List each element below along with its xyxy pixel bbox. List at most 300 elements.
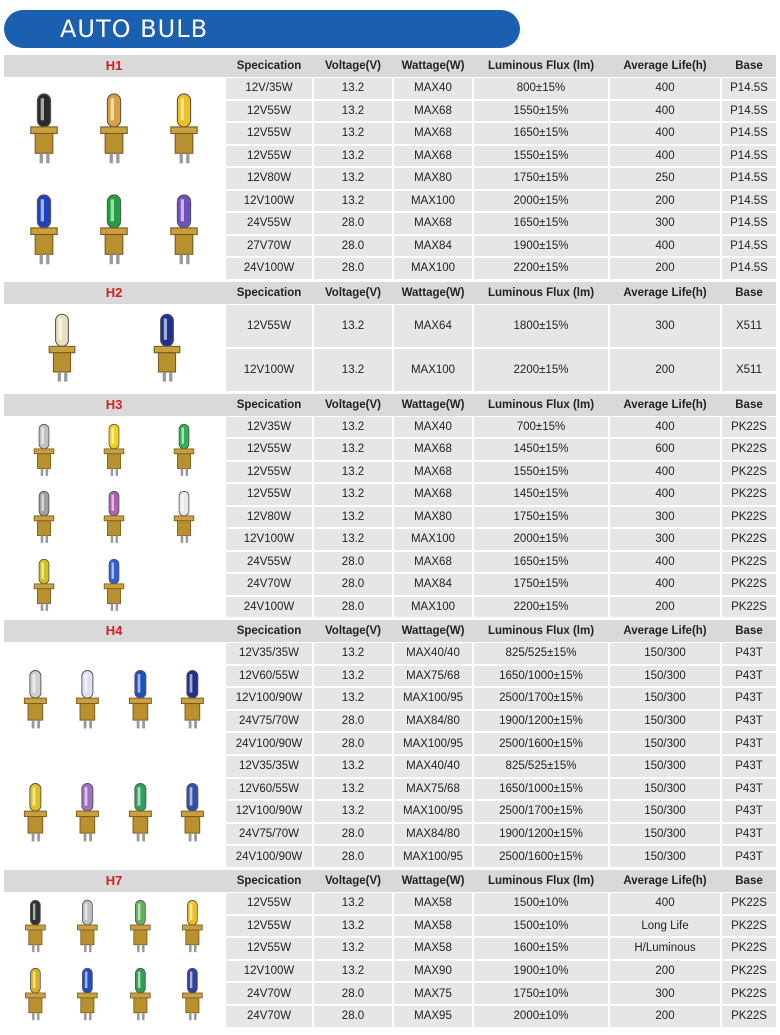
table-row [226,167,776,190]
section-h2 [4,282,776,394]
column-header: Average Life(h) [623,625,707,637]
bulb-image [92,421,136,483]
table-cell: P14.5S [722,78,776,99]
table-cell: 13.2 [314,801,392,822]
table-cell: 12V100W [226,529,312,550]
table-cell: 12V100W [226,349,312,391]
bulb-image [122,897,159,960]
table-cell: MAX68 [394,123,472,144]
table-cell: 1900/1200±15% [474,711,608,732]
table-cell: X511 [722,305,776,347]
table-cell: 2200±15% [474,597,608,618]
bulb-image [22,556,66,618]
table-cell: 12V55W [226,305,312,347]
table-cell: 12V35/35W [226,643,312,664]
table-cell: MAX100 [394,258,472,279]
bulb-image [162,189,206,274]
table-cell: MAX68 [394,101,472,122]
table-cell: 24V55W [226,552,312,573]
table-cell: 2200±15% [474,258,608,279]
table-cell: 1750±15% [474,507,608,528]
bulb-image [174,772,211,857]
table-cell: 13.2 [314,893,392,914]
section-name: H3 [105,396,123,412]
table-cell: 13.2 [314,168,392,189]
column-header: Wattage(W) [401,875,465,887]
table-cell: MAX64 [394,305,472,347]
table-cell: PK22S [722,983,776,1004]
table-cell: 13.2 [314,462,392,483]
table-cell: MAX40 [394,417,472,438]
table-cell: 13.2 [314,123,392,144]
bulb-image [69,772,106,857]
bulb-image [162,488,206,550]
table-cell: P43T [722,824,776,845]
table-cell: 28.0 [314,846,392,867]
bulb-image [17,965,54,1028]
column-header: Average Life(h) [623,875,707,887]
table-cell: 28.0 [314,983,392,1004]
table-row [226,235,776,258]
table-cell: 150/300 [610,688,720,709]
table-cell: PK22S [722,1006,776,1027]
bulb-image [22,488,66,550]
column-header: Average Life(h) [623,286,707,299]
table-row [226,687,776,710]
table-cell: MAX100 [394,191,472,212]
table-row [226,596,776,619]
column-header: Base [735,60,763,72]
table-cell: MAX68 [394,213,472,234]
bulb-image [69,659,106,744]
table-cell: 150/300 [610,711,720,732]
table-cell: PK22S [722,574,776,595]
section-name: H7 [105,873,123,888]
table-row [226,461,776,484]
table-cell: 24V55W [226,213,312,234]
column-header: Base [735,398,763,411]
table-cell: MAX68 [394,439,472,460]
table-cell: PK22S [722,961,776,982]
table-cell: 200 [610,349,720,391]
table-cell: MAX100/95 [394,733,472,754]
table-cell: MAX68 [394,462,472,483]
bulb-image [122,772,159,857]
table-cell: 24V70W [226,1006,312,1027]
table-cell: 13.2 [314,305,392,347]
bulb-image [92,488,136,550]
table-cell: 150/300 [610,756,720,777]
page-title: AUTO BULB [60,15,209,43]
table-cell: P14.5S [722,258,776,279]
table-cell: 24V100W [226,597,312,618]
section-header [4,870,776,892]
table-cell: 13.2 [314,439,392,460]
table-row [226,937,776,960]
table-row [226,573,776,596]
table-cell: MAX100/95 [394,688,472,709]
table-cell: 24V75/70W [226,824,312,845]
bulb-image [22,88,66,173]
table-cell: 13.2 [314,666,392,687]
table-cell: 12V80W [226,507,312,528]
table-cell: 13.2 [314,688,392,709]
bulb-image [122,659,159,744]
table-cell: H/Luminous [610,938,720,959]
table-row [226,348,776,392]
table-cell: 28.0 [314,574,392,595]
table-cell: 150/300 [610,801,720,822]
table-cell: 12V55W [226,101,312,122]
column-header: Wattage(W) [401,625,465,637]
table-row [226,982,776,1005]
table-cell: 12V55W [226,146,312,167]
column-header: Wattage(W) [401,398,465,411]
table-row [226,77,776,100]
table-cell: 12V100/90W [226,688,312,709]
table-cell: MAX100 [394,349,472,391]
table-cell: 150/300 [610,733,720,754]
table-cell: MAX84 [394,236,472,257]
table-cell: PK22S [722,938,776,959]
table-cell: 12V55W [226,938,312,959]
table-cell: 400 [610,462,720,483]
table-cell: 13.2 [314,643,392,664]
table-cell: P43T [722,756,776,777]
table-cell: 12V60/55W [226,779,312,800]
table-cell: PK22S [722,484,776,505]
table-cell: 24V75/70W [226,711,312,732]
table-row [226,845,776,868]
table-cell: MAX68 [394,484,472,505]
section-header [4,55,776,77]
table-cell: PK22S [722,916,776,937]
bulb-image [174,965,211,1028]
column-header: Average Life(h) [623,60,707,72]
table-cell: 400 [610,236,720,257]
section-name: H1 [105,58,123,73]
table-row [226,506,776,529]
table-cell: 12V100/90W [226,801,312,822]
column-header: Luminous Flux (lm) [487,398,595,411]
column-header: Luminous Flux (lm) [487,60,595,72]
table-cell: 200 [610,961,720,982]
table-cell: P14.5S [722,168,776,189]
table-cell: P14.5S [722,236,776,257]
table-cell: 400 [610,123,720,144]
table-cell: 1500±10% [474,893,608,914]
table-cell: 400 [610,417,720,438]
table-cell: 13.2 [314,779,392,800]
table-cell: 1650±15% [474,123,608,144]
table-cell: P43T [722,711,776,732]
bulb-image [92,556,136,618]
table-cell: 200 [610,191,720,212]
table-row [226,528,776,551]
bulb-image [17,897,54,960]
table-row [226,304,776,348]
table-row [226,732,776,755]
table-cell: MAX68 [394,552,472,573]
table-cell: 200 [610,258,720,279]
table-row [226,800,776,823]
table-cell: 12V100W [226,191,312,212]
bulb-image [92,88,136,173]
table-cell: 28.0 [314,258,392,279]
table-cell: 600 [610,439,720,460]
column-header: Luminous Flux (lm) [487,286,595,299]
table-cell: 13.2 [314,349,392,391]
table-cell: MAX100 [394,597,472,618]
bulb-image [17,659,54,744]
table-cell: 150/300 [610,779,720,800]
table-cell: 13.2 [314,101,392,122]
table-cell: MAX75 [394,983,472,1004]
table-cell: 28.0 [314,597,392,618]
table-cell: 13.2 [314,417,392,438]
table-cell: 2000±15% [474,191,608,212]
bulb-image [174,659,211,744]
table-cell: X511 [722,349,776,391]
bulb-image [174,897,211,960]
table-cell: 2500/1700±15% [474,801,608,822]
table-cell: 1450±15% [474,484,608,505]
table-cell: 28.0 [314,1006,392,1027]
table-cell: MAX100/95 [394,801,472,822]
table-cell: PK22S [722,529,776,550]
table-cell: 300 [610,983,720,1004]
column-header: Wattage(W) [401,60,465,72]
table-cell: MAX40/40 [394,756,472,777]
table-row [226,100,776,123]
table-cell: 825/525±15% [474,643,608,664]
table-cell: MAX75/68 [394,779,472,800]
table-cell: 825/525±15% [474,756,608,777]
section-name: H2 [105,284,123,300]
bulb-image [122,965,159,1028]
table-cell: 1550±15% [474,462,608,483]
bulb-image [92,189,136,274]
table-cell: 24V100/90W [226,733,312,754]
section-h3 [4,394,776,621]
column-header: Luminous Flux (lm) [487,875,595,887]
column-header: Luminous Flux (lm) [487,625,595,637]
column-header: Average Life(h) [623,398,707,411]
bulb-image [145,310,189,390]
table-cell: 12V55W [226,123,312,144]
table-cell: Long Life [610,916,720,937]
table-cell: MAX80 [394,168,472,189]
column-header: Specication [236,286,302,299]
column-header: Specication [236,625,302,637]
table-cell: P43T [722,688,776,709]
table-cell: MAX75/68 [394,666,472,687]
table-row [226,642,776,665]
table-row [226,212,776,235]
bulb-image [40,310,84,390]
table-cell: 12V55W [226,439,312,460]
table-cell: PK22S [722,439,776,460]
table-cell: 300 [610,305,720,347]
table-cell: MAX58 [394,916,472,937]
table-cell: 24V70W [226,983,312,1004]
table-cell: 12V/35W [226,78,312,99]
bulb-photo [4,304,224,392]
section-h4 [4,620,776,870]
spec-rows [226,416,776,619]
table-cell: MAX40 [394,78,472,99]
table-cell: 13.2 [314,916,392,937]
table-cell: MAX84/80 [394,824,472,845]
column-header: Base [735,286,763,299]
table-cell: 24V100W [226,258,312,279]
table-cell: PK22S [722,552,776,573]
table-row [226,755,776,778]
table-cell: PK22S [722,417,776,438]
table-cell: MAX100 [394,529,472,550]
table-cell: 400 [610,146,720,167]
table-cell: 1750±15% [474,168,608,189]
column-header: Specication [236,398,302,411]
section-h1 [4,55,776,282]
table-cell: P43T [722,846,776,867]
table-cell: 1800±15% [474,305,608,347]
table-cell: 13.2 [314,938,392,959]
table-cell: MAX90 [394,961,472,982]
table-cell: 24V70W [226,574,312,595]
table-cell: 12V80W [226,168,312,189]
bulb-photo [4,642,224,868]
table-cell: 150/300 [610,666,720,687]
table-row [226,257,776,280]
table-cell: 400 [610,893,720,914]
section-name: H4 [105,623,123,638]
table-cell: 1650/1000±15% [474,779,608,800]
table-cell: 800±15% [474,78,608,99]
table-cell: P43T [722,801,776,822]
table-cell: 28.0 [314,552,392,573]
table-cell: 2500/1700±15% [474,688,608,709]
table-cell: 1900±10% [474,961,608,982]
table-row [226,960,776,983]
table-row [226,551,776,574]
table-cell: 150/300 [610,824,720,845]
table-cell: 150/300 [610,643,720,664]
table-cell: 12V55W [226,893,312,914]
table-cell: 1550±15% [474,146,608,167]
column-header: Voltage(V) [324,60,381,72]
column-header: Voltage(V) [324,875,381,887]
table-cell: 13.2 [314,78,392,99]
table-cell: 2500/1600±15% [474,733,608,754]
table-cell: 12V100W [226,961,312,982]
table-cell: MAX68 [394,146,472,167]
spec-rows [226,77,776,280]
table-cell: 1600±15% [474,938,608,959]
table-cell: 1650±15% [474,213,608,234]
table-row [226,710,776,733]
table-row [226,778,776,801]
table-cell: PK22S [722,893,776,914]
bulb-photo [4,892,224,1028]
table-row [226,438,776,461]
table-cell: 13.2 [314,484,392,505]
table-cell: 2000±15% [474,529,608,550]
table-cell: 700±15% [474,417,608,438]
table-cell: MAX40/40 [394,643,472,664]
table-row [226,122,776,145]
table-cell: 1550±15% [474,101,608,122]
page-title-banner [4,10,520,48]
table-cell: 400 [610,484,720,505]
table-cell: 2000±10% [474,1006,608,1027]
table-cell: 27V70W [226,236,312,257]
table-row [226,483,776,506]
table-cell: 13.2 [314,507,392,528]
table-cell: P14.5S [722,191,776,212]
table-cell: 400 [610,101,720,122]
section-header [4,394,776,416]
section-header [4,282,776,304]
table-row [226,915,776,938]
table-cell: 2200±15% [474,349,608,391]
bulb-photo [4,77,224,280]
bulb-image [17,772,54,857]
spec-rows [226,892,776,1028]
table-cell: P43T [722,779,776,800]
table-cell: 2500/1600±15% [474,846,608,867]
table-row [226,892,776,915]
table-row [226,665,776,688]
table-cell: MAX84 [394,574,472,595]
table-cell: 1500±10% [474,916,608,937]
table-cell: 12V35W [226,417,312,438]
column-header: Specication [236,60,302,72]
table-cell: 1650/1000±15% [474,666,608,687]
table-cell: P14.5S [722,123,776,144]
table-cell: 250 [610,168,720,189]
bulb-image [22,421,66,483]
table-cell: MAX58 [394,893,472,914]
table-cell: P43T [722,733,776,754]
table-cell: PK22S [722,507,776,528]
table-cell: MAX95 [394,1006,472,1027]
table-cell: 300 [610,213,720,234]
section-h7 [4,870,776,1030]
bulb-image [22,189,66,274]
bulb-photo [4,416,224,619]
table-cell: 1900±15% [474,236,608,257]
table-cell: 13.2 [314,961,392,982]
table-cell: MAX58 [394,938,472,959]
table-cell: 13.2 [314,529,392,550]
spec-rows [226,642,776,868]
table-cell: 13.2 [314,756,392,777]
table-cell: P14.5S [722,146,776,167]
column-header: Voltage(V) [324,286,381,299]
table-cell: P14.5S [722,101,776,122]
column-header: Specication [236,875,302,887]
table-cell: 300 [610,529,720,550]
table-cell: MAX100/95 [394,846,472,867]
table-row [226,823,776,846]
table-cell: 400 [610,552,720,573]
table-cell: 24V100/90W [226,846,312,867]
bulb-image [162,421,206,483]
table-cell: PK22S [722,597,776,618]
table-cell: 12V35/35W [226,756,312,777]
table-cell: 300 [610,507,720,528]
